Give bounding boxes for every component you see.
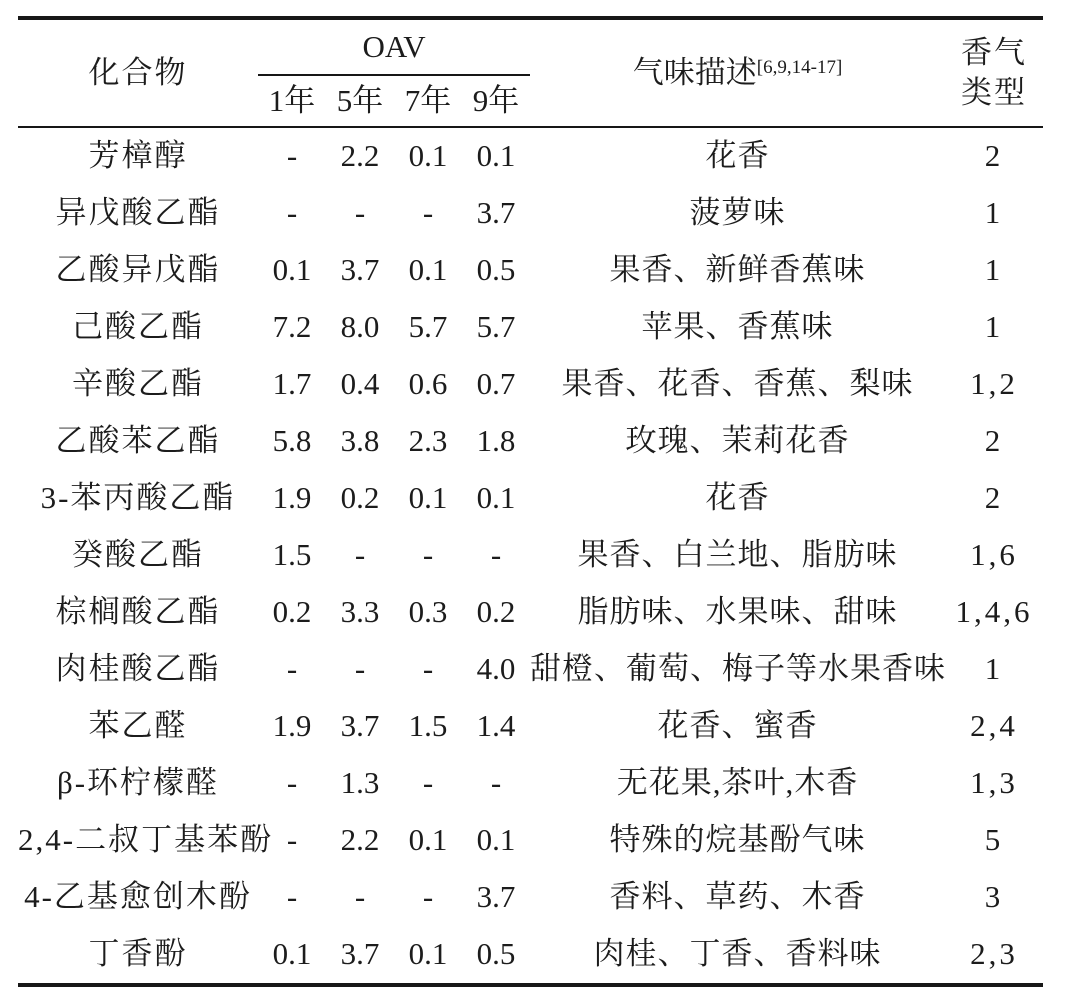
compound-cell: 丁香酚 (88, 936, 188, 972)
oav-9yr-cell: 0.2 (476, 594, 516, 630)
oav-1yr-cell: 7.2 (272, 309, 312, 345)
oav-1yr-cell: 0.1 (272, 936, 312, 972)
oav-9yr-cell: 1.8 (476, 423, 516, 459)
header-citation-superscript: [6,9,14-17] (756, 56, 843, 78)
oav-1yr-cell: - (286, 765, 298, 801)
compound-cell: 癸酸乙酯 (72, 537, 204, 573)
oav-1yr-cell: 0.2 (272, 594, 312, 630)
table-row (18, 641, 1043, 698)
compound-cell: 异戊酸乙酯 (55, 195, 221, 231)
oav-7yr-cell: 0.6 (408, 366, 448, 402)
oav-1yr-cell: - (286, 195, 298, 231)
oav-1yr-cell: - (286, 138, 298, 174)
table-row (18, 812, 1043, 869)
oav-5yr-cell: 0.2 (340, 480, 380, 516)
oav-5yr-cell: 2.2 (340, 138, 380, 174)
oav-9yr-cell: 1.4 (476, 708, 516, 744)
oav-7yr-cell: - (422, 537, 434, 573)
oav-5yr-cell: 8.0 (340, 309, 380, 345)
oav-7yr-cell: 0.1 (408, 252, 448, 288)
odor-description-cell: 果香、白兰地、脂肪味 (577, 537, 898, 573)
compound-cell: 肉桂酸乙酯 (55, 651, 221, 687)
oav-7yr-cell: - (422, 879, 434, 915)
compound-cell: 乙酸苯乙酯 (55, 423, 221, 459)
oav-5yr-cell: 3.3 (340, 594, 380, 630)
oav-7yr-cell: 5.7 (408, 309, 448, 345)
oav-7yr-cell: - (422, 765, 434, 801)
compound-cell: β-环柠檬醛 (56, 765, 220, 801)
oav-1yr-cell: - (286, 822, 298, 858)
aroma-type-cell: 3 (984, 879, 1004, 915)
oav-1yr-cell: 1.9 (272, 480, 312, 516)
oav-5yr-cell: - (354, 195, 366, 231)
oav-9yr-cell: 0.5 (476, 936, 516, 972)
odor-description-cell: 菠萝味 (689, 195, 786, 231)
aroma-type-cell: 1,3 (970, 765, 1018, 801)
oav-9yr-cell: 3.7 (476, 195, 516, 231)
aroma-type-cell: 2 (984, 423, 1004, 459)
oav-5yr-cell: 0.4 (340, 366, 380, 402)
compound-cell: 3-苯丙酸乙酯 (40, 480, 236, 516)
header-year-9: 9年 (472, 82, 520, 118)
oav-1yr-cell: - (286, 651, 298, 687)
odor-description-cell: 花香、蜜香 (657, 708, 818, 744)
table-row (18, 127, 1043, 185)
oav-9yr-cell: 0.1 (476, 822, 516, 858)
oav-9yr-cell: - (490, 537, 502, 573)
oav-5yr-cell: - (354, 537, 366, 573)
table-row (18, 926, 1043, 985)
header-odor-label: 气味描述 (632, 54, 757, 90)
compound-cell: 棕榈酸乙酯 (55, 594, 221, 630)
oav-1yr-cell: 1.9 (272, 708, 312, 744)
oav-7yr-cell: 2.3 (408, 423, 448, 459)
compound-cell: 己酸乙酯 (72, 309, 204, 345)
odor-description-cell: 香料、草药、木香 (609, 879, 866, 915)
oav-5yr-cell: - (354, 879, 366, 915)
oav-9yr-cell: 0.7 (476, 366, 516, 402)
table-row (18, 356, 1043, 413)
compound-cell: 芳樟醇 (88, 138, 188, 174)
oav-7yr-cell: 0.1 (408, 822, 448, 858)
odor-description-cell: 果香、花香、香蕉、梨味 (561, 366, 914, 402)
oav-7yr-cell: 0.1 (408, 138, 448, 174)
table-row (18, 527, 1043, 584)
oav-9yr-cell: 4.0 (476, 651, 516, 687)
table-row (18, 470, 1043, 527)
aroma-type-cell: 1,6 (970, 537, 1018, 573)
odor-description-cell: 无花果,茶叶,木香 (616, 765, 859, 801)
odor-description-cell: 果香、新鲜香蕉味 (609, 252, 866, 288)
oav-1yr-cell: 1.7 (272, 366, 312, 402)
compound-cell: 辛酸乙酯 (72, 366, 204, 402)
oav-7yr-cell: - (422, 195, 434, 231)
table-row (18, 584, 1043, 641)
table-row (18, 698, 1043, 755)
header-year-1: 1年 (268, 82, 316, 118)
oav-9yr-cell: 0.1 (476, 138, 516, 174)
oav-1yr-cell: 5.8 (272, 423, 312, 459)
header-aroma-type-line2: 类型 (961, 75, 1028, 110)
oav-5yr-cell: - (354, 651, 366, 687)
table-row (18, 185, 1043, 242)
odor-description-cell: 玫瑰、茉莉花香 (625, 423, 850, 459)
aroma-type-cell: 2 (984, 138, 1004, 174)
odor-description-cell: 花香 (705, 480, 770, 516)
odor-description-cell: 花香 (705, 138, 770, 174)
header-aroma-type-line1: 香气 (961, 34, 1028, 70)
compound-cell: 2,4-二叔丁基苯酚 (18, 822, 274, 858)
aroma-type-cell: 1,2 (970, 366, 1018, 402)
oav-5yr-cell: 3.8 (340, 423, 380, 459)
header-year-5: 5年 (336, 82, 384, 118)
oav-7yr-cell: - (422, 651, 434, 687)
oav-5yr-cell: 2.2 (340, 822, 380, 858)
oav-9yr-cell: 0.5 (476, 252, 516, 288)
odor-description-cell: 脂肪味、水果味、甜味 (577, 594, 898, 630)
oav-5yr-cell: 3.7 (340, 708, 380, 744)
oav-7yr-cell: 0.3 (408, 594, 448, 630)
aroma-type-cell: 5 (984, 822, 1004, 858)
oav-1yr-cell: - (286, 879, 298, 915)
compound-cell: 4-乙基愈创木酚 (24, 879, 252, 915)
aroma-type-cell: 1 (984, 651, 1004, 687)
oav-7yr-cell: 0.1 (408, 480, 448, 516)
oav-5yr-cell: 1.3 (340, 765, 380, 801)
odor-description-cell: 肉桂、丁香、香料味 (593, 936, 882, 972)
odor-description-cell: 甜橙、葡萄、梅子等水果香味 (530, 651, 947, 687)
table-row (18, 299, 1043, 356)
table-row (18, 242, 1043, 299)
aroma-type-cell: 2 (984, 480, 1004, 516)
header-aroma-type (945, 18, 1043, 127)
oav-7yr-cell: 0.1 (408, 936, 448, 972)
oav-5yr-cell: 3.7 (340, 252, 380, 288)
header-year-7: 7年 (404, 82, 452, 118)
table-row (18, 869, 1043, 926)
aroma-type-cell: 1 (984, 252, 1004, 288)
aroma-type-cell: 2,3 (970, 936, 1018, 972)
aroma-type-cell: 1,4,6 (955, 594, 1033, 630)
table-row (18, 413, 1043, 470)
oav-1yr-cell: 1.5 (272, 537, 312, 573)
oav-table (18, 16, 1043, 987)
oav-1yr-cell: 0.1 (272, 252, 312, 288)
oav-9yr-cell: 0.1 (476, 480, 516, 516)
table-row (18, 755, 1043, 812)
oav-5yr-cell: 3.7 (340, 936, 380, 972)
aroma-type-cell: 1 (984, 195, 1004, 231)
odor-description-cell: 苹果、香蕉味 (641, 309, 834, 345)
oav-9yr-cell: 5.7 (476, 309, 516, 345)
odor-description-cell: 特殊的烷基酚气味 (609, 822, 866, 858)
aroma-type-cell: 1 (984, 309, 1004, 345)
oav-9yr-cell: - (490, 765, 502, 801)
compound-cell: 乙酸异戊酯 (55, 252, 221, 288)
oav-9yr-cell: 3.7 (476, 879, 516, 915)
header-compound: 化合物 (88, 54, 188, 90)
header-odor-description (530, 18, 945, 127)
table-header (18, 18, 1043, 127)
table-body (18, 127, 1043, 985)
header-oav-group: OAV (258, 18, 530, 75)
aroma-type-cell: 2,4 (970, 708, 1018, 744)
oav-7yr-cell: 1.5 (408, 708, 448, 744)
compound-cell: 苯乙醛 (88, 708, 188, 744)
